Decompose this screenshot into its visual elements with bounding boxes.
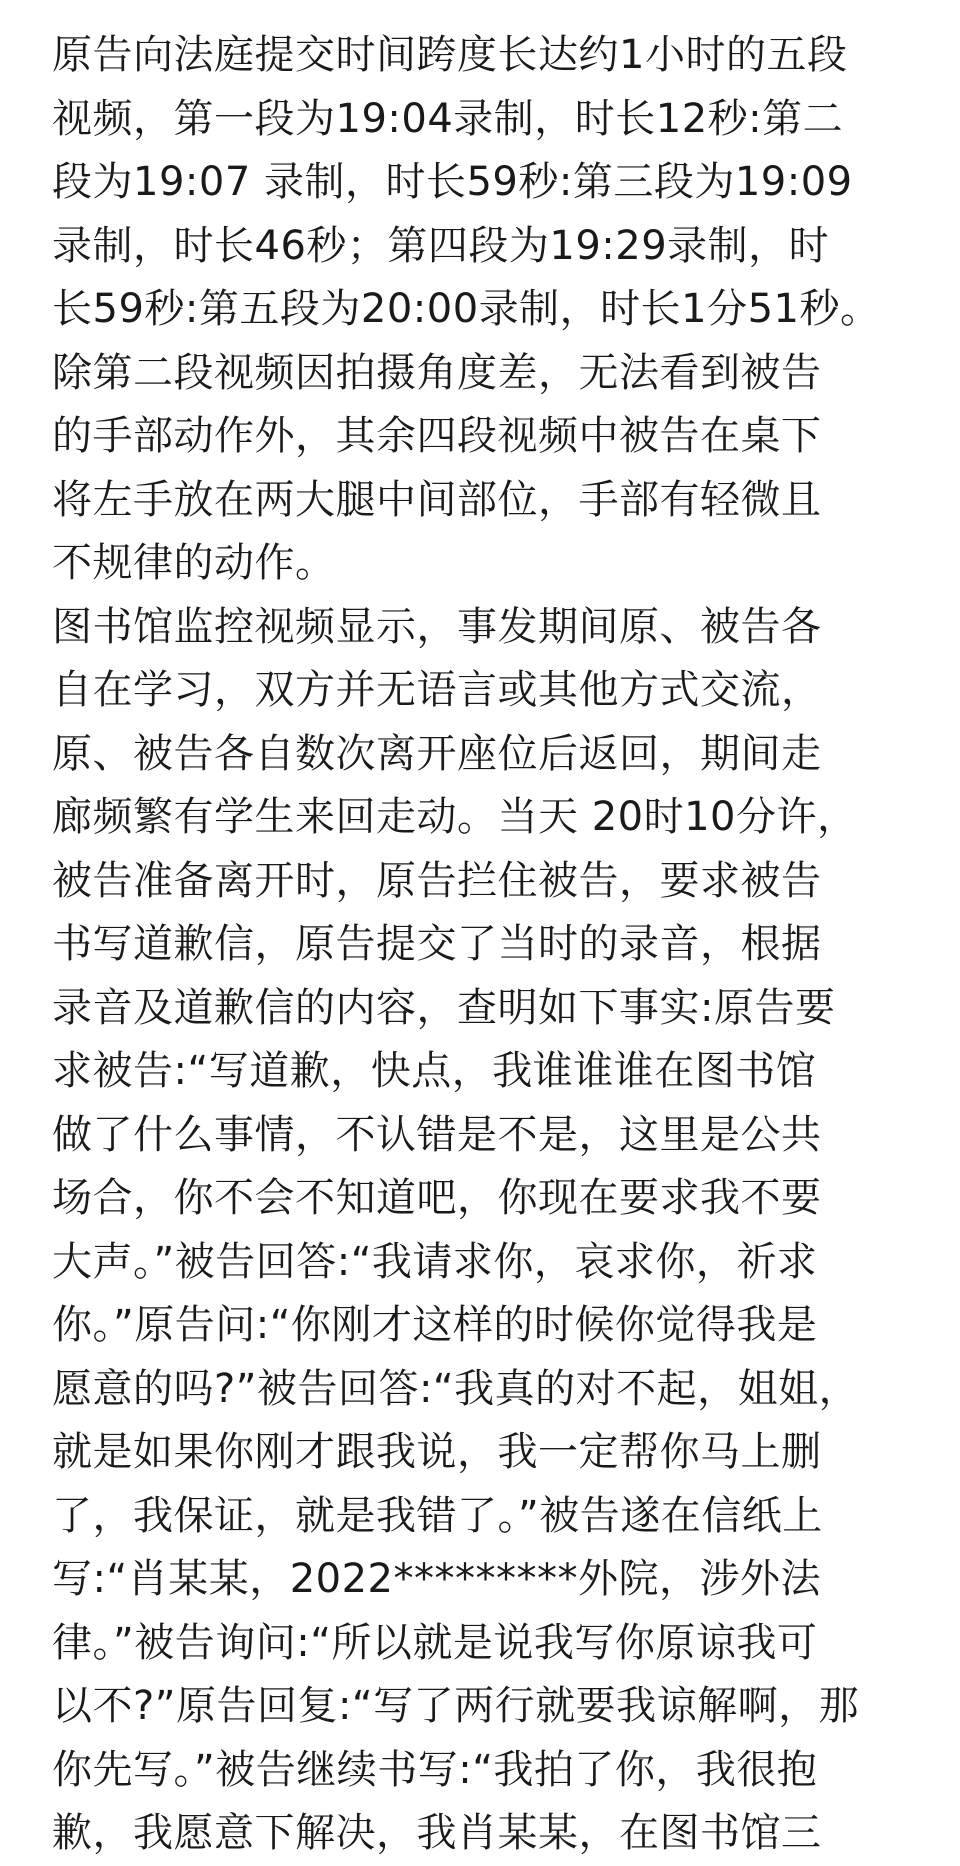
- text-line: 你。”原告问:“你刚才这样的时候你觉得我是: [52, 1302, 818, 1348]
- text-line: 原告向法庭提交时间跨度长达约1小时的五段: [52, 32, 848, 78]
- text-line: 长59秒:第五段为20:00录制，时长1分51秒。: [52, 286, 881, 332]
- text-line: 的手部动作外，其余四段视频中被告在桌下: [52, 413, 822, 459]
- text-line: 求被告:“写道歉，快点，我谁谁谁在图书馆: [52, 1048, 817, 1094]
- text-line: 了，我保证，就是我错了。”被告遂在信纸上: [52, 1492, 823, 1539]
- text-line: 除第二段视频因拍摄角度差，无法看到被告: [52, 349, 822, 396]
- text-line: 录音及道歉信的内容，查明如下事实:原告要: [52, 984, 836, 1031]
- text-line: 场合，你不会不知道吧，你现在要求我不要: [52, 1175, 822, 1221]
- text-line: 就是如果你刚才跟我说，我一定帮你马上删: [52, 1429, 822, 1475]
- text-line: 大声。”被告回答:“我请求你，哀求你，祈求: [52, 1238, 818, 1285]
- text-line: 录制，时长46秒；第四段为19:29录制，时: [52, 222, 830, 269]
- text-line: 视频，第一段为19:04录制，时长12秒:第二: [52, 95, 844, 142]
- text-line: 你先写。”被告继续书写:“我拍了你，我很抱: [52, 1746, 818, 1793]
- text-line: 图书馆监控视频显示，事发期间原、被告各: [52, 603, 822, 650]
- text-line: 做了什么事情，不认错是不是，这里是公共: [52, 1111, 822, 1158]
- text-line: 廊频繁有学生来回走动。当天 20时10分许，: [52, 794, 858, 840]
- text-line: 自在学习，双方并无语言或其他方式交流，: [52, 667, 822, 713]
- text-line: 以不?”原告回复:“写了两行就要我谅解啊，那: [52, 1683, 860, 1729]
- text-line: 律。”被告询问:“所以就是说我写你原谅我可: [52, 1619, 818, 1666]
- text-line: 愿意的吗?”被告回答:“我真的对不起，姐姐，: [52, 1365, 860, 1412]
- text-line: 将左手放在两大腿中间部位，手部有轻微且: [52, 476, 822, 523]
- text-line: 段为19:07 录制，时长59秒:第三段为19:09: [52, 159, 853, 205]
- text-line: 书写道歉信，原告提交了当时的录音，根据: [52, 921, 822, 967]
- text-line: 写:“肖某某，2022*********外院，涉外法: [52, 1556, 821, 1602]
- text-line: 被告准备离开时，原告拦住被告，要求被告: [52, 857, 822, 904]
- text-line: 不规律的动作。: [52, 540, 336, 586]
- text-line: 原、被告各自数次离开座位后返回，期间走: [52, 730, 822, 777]
- text-line-partial: 歉，我愿意下解决，我肖某某，在图书馆三: [52, 1810, 822, 1856]
- document-body: [52, 24, 922, 1856]
